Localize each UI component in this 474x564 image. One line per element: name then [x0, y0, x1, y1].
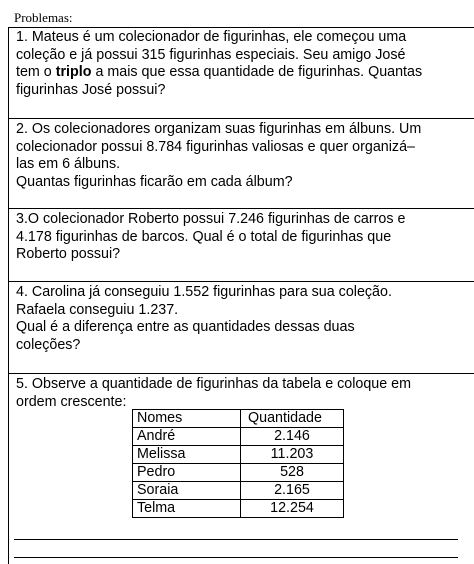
question-3-line-3: Roberto possui? [16, 246, 121, 262]
question-1-line-4: figurinhas José possui? [16, 81, 166, 98]
question-4-line-2: Rafaela conseguiu 1.237. [16, 301, 179, 318]
row-quantity: 528 [241, 464, 344, 482]
question-1-line-3 [16, 64, 472, 82]
question-5-line-1: 5. Observe a quantidade de figurinhas da tabela e coloque em [16, 376, 412, 392]
question-2-line-2: colecionador possui 8.784 figurinhas valiosas e quer organizá– [16, 138, 415, 155]
question-1-emphasis: triplo [55, 64, 92, 80]
row-name: Melissa [133, 446, 241, 464]
row-name: Soraia [133, 482, 241, 500]
table-row [133, 482, 344, 500]
answer-line [14, 539, 458, 540]
row-quantity: 2.165 [241, 482, 344, 500]
answer-line [14, 557, 458, 558]
question-2 [8, 119, 474, 209]
row-quantity: 12.254 [241, 500, 344, 518]
sticker-table [132, 409, 344, 518]
row-name: André [133, 428, 241, 446]
question-1 [8, 27, 474, 119]
table-row [133, 446, 344, 464]
question-2-line-4: Quantas figurinhas ficarão em cada álbum? [16, 173, 293, 190]
row-name: Pedro [133, 464, 241, 482]
question-1-line-1: 1. Mateus é um colecionador de figurinhas, ele começou uma [16, 29, 407, 45]
question-1-line-3-end: a mais que essa quantidade de figurinhas. Quantas [91, 64, 423, 80]
question-5-line-2: ordem crescente: [16, 393, 127, 410]
column-header-quantity: Quantidade [241, 410, 344, 428]
table-row [133, 464, 344, 482]
worksheet-header: Problemas: [14, 10, 73, 25]
row-name: Telma [133, 500, 241, 518]
table-header-row [133, 410, 344, 428]
row-quantity: 11.203 [241, 446, 344, 464]
question-3-line-1: 3.O colecionador Roberto possui 7.246 figurinhas de carros e [16, 211, 406, 227]
question-4-line-3: Qual é a diferença entre as quantidades dessas duas [16, 319, 355, 335]
question-3-line-2: 4.178 figurinhas de barcos. Qual é o total de figurinhas que [16, 228, 392, 245]
question-1-line-2: coleção e já possui 315 figurinhas especiais. Seu amigo José [16, 46, 406, 63]
question-2-line-1: 2. Os colecionadores organizam suas figurinhas em álbuns. Um [16, 121, 422, 137]
question-3 [8, 209, 474, 282]
table-row [133, 428, 344, 446]
question-4-line-4: coleções? [16, 336, 81, 353]
question-4-line-1: 4. Carolina já conseguiu 1.552 figurinhas para sua coleção. [16, 284, 392, 300]
question-1-line-3-start: tem o [16, 64, 56, 80]
row-quantity: 2.146 [241, 428, 344, 446]
table-row [133, 500, 344, 518]
column-header-names: Nomes [133, 410, 241, 428]
question-4 [8, 282, 474, 374]
question-2-line-3: las em 6 álbuns. [16, 156, 121, 172]
